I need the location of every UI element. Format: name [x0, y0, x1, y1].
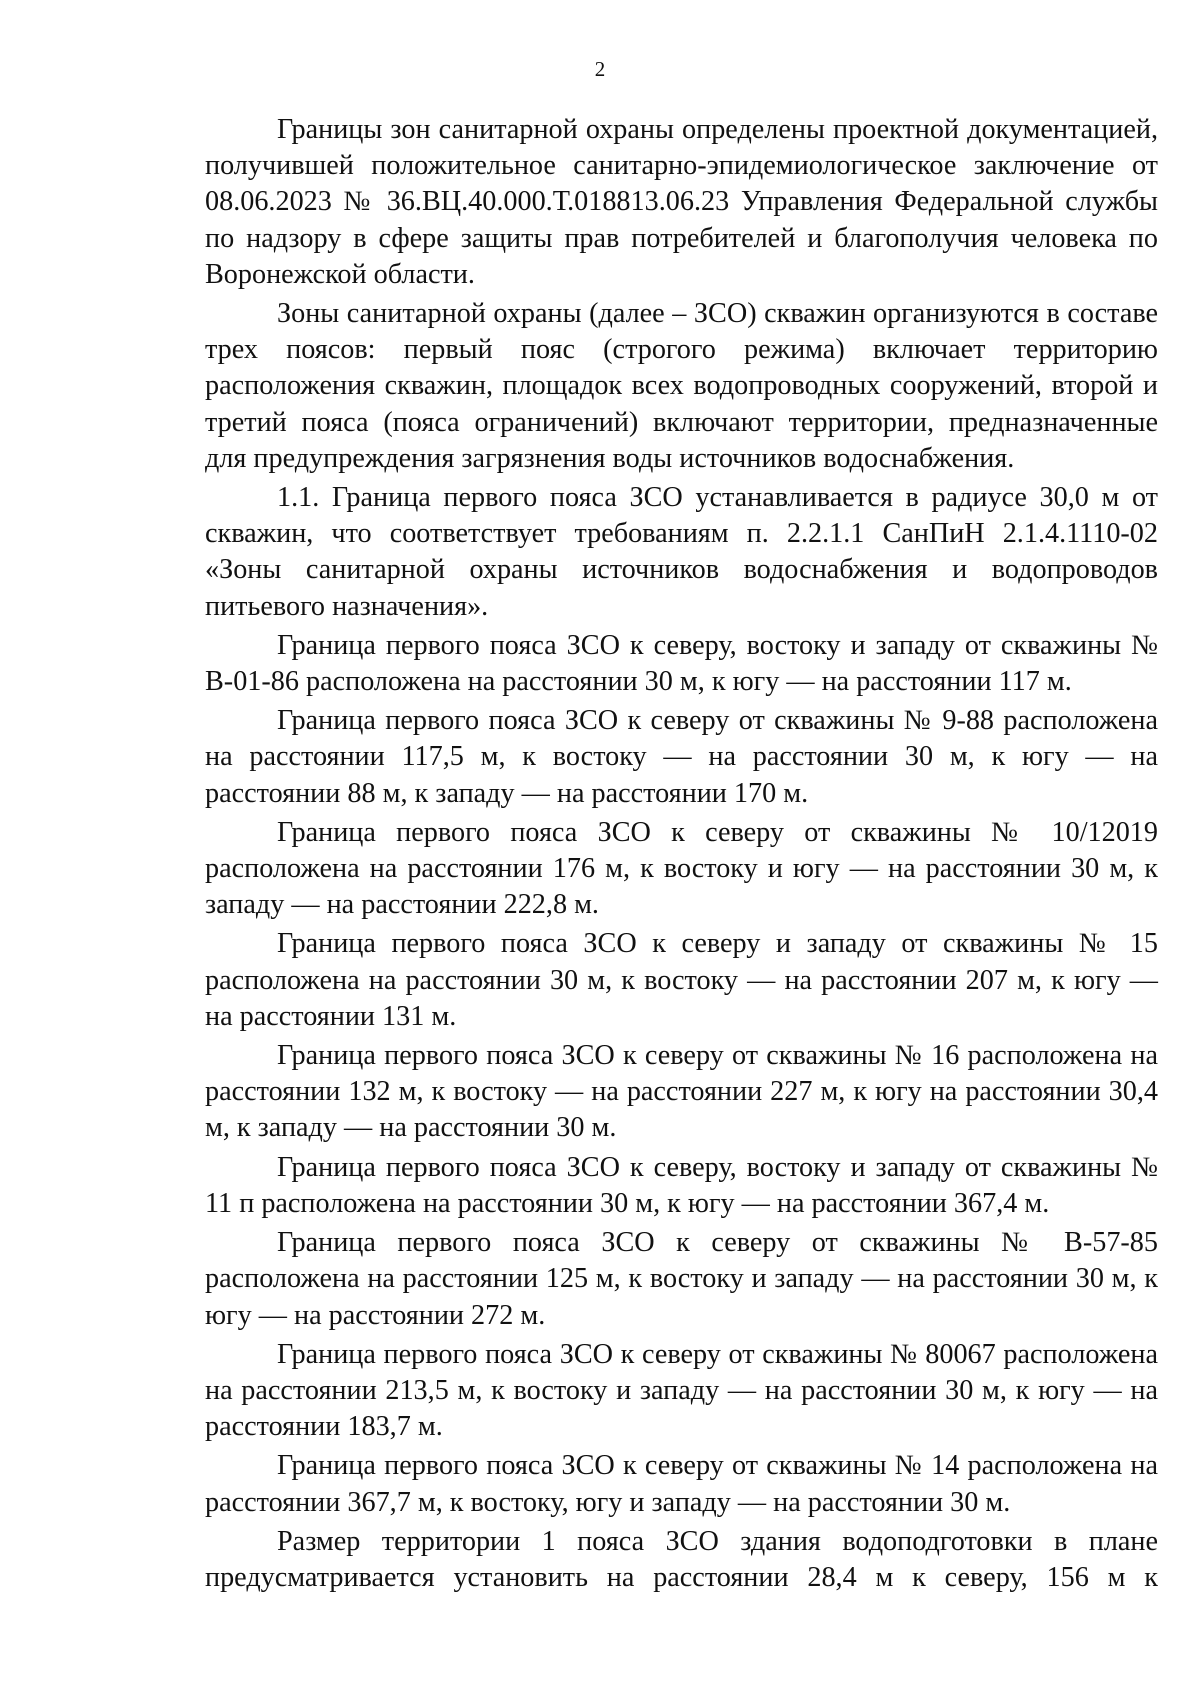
- paragraph-water-treatment-building: Размер территории 1 пояса ЗСО здания водоподготовки в плане предусматривается установить на расстоянии 28,4 м к северу, 156 м к: [205, 1525, 1158, 1593]
- paragraph-well-v-57-85: Граница первого пояса ЗСО к северу от скважины № В-57-85 расположена на расстоянии 125 м, к востоку и западу — на расстоянии 30 м, к югу — на расстоянии 272 м.: [205, 1227, 1158, 1331]
- paragraph-well-v-01-86: Граница первого пояса ЗСО к северу, востоку и западу от скважины № В-01-86 расположена на расстоянии 30 м, к югу — на расстоянии 117 м.: [205, 629, 1158, 698]
- paragraph-well-9-88: Граница первого пояса ЗСО к северу от скважины № 9-88 расположена на расстоянии 117,5 м, к востоку — на расстоянии 30 м, к югу — на расстоянии 88 м, к западу — на расстоянии 170 м.: [205, 705, 1158, 809]
- paragraph-well-14: Граница первого пояса ЗСО к северу от скважины № 14 расположена на расстоянии 367,7 м, к востоку, югу и западу — на расстоянии 30 м.: [205, 1450, 1158, 1518]
- paragraph-well-11p: Граница первого пояса ЗСО к северу, востоку и западу от скважины № 11 п расположена на расстоянии 30 м, к югу — на расстоянии 367,4 м.: [205, 1151, 1158, 1219]
- paragraph-well-80067: Граница первого пояса ЗСО к северу от скважины № 80067 расположена на расстоянии 213,5 м, к востоку и западу — на расстоянии 30 м, к югу — на расстоянии 183,7 м.: [205, 1338, 1158, 1443]
- document-body: [205, 112, 1158, 1596]
- page-number: 2: [594, 57, 606, 81]
- paragraph-zso-belts: Зоны санитарной охраны (далее – ЗСО) скважин организуются в составе трех поясов: первый пояс (строгого режима) включает территорию расположения скважин, площадок всех водопроводных сооружений, второй и третий пояса (пояса ограничений) включают территории, предназначенные для предупреждения загрязнения воды источников водоснабжения.: [205, 298, 1158, 474]
- paragraph-well-15: Граница первого пояса ЗСО к северу и западу от скважины № 15 расположена на расстоянии 30 м, к востоку — на расстоянии 207 м, к югу — на расстоянии 131 м.: [205, 928, 1158, 1032]
- paragraph-well-16: Граница первого пояса ЗСО к северу от скважины № 16 расположена на расстоянии 132 м, к востоку — на расстоянии 227 м, к югу на расстоянии 30,4 м, к западу — на расстоянии 30 м.: [205, 1040, 1158, 1144]
- paragraph-well-10-12019: Граница первого пояса ЗСО к северу от скважины № 10/12019 расположена на расстоянии 176 м, к востоку и югу — на расстоянии 30 м, к западу — на расстоянии 222,8 м.: [205, 816, 1158, 921]
- paragraph-first-belt-radius: 1.1. Граница первого пояса ЗСО устанавливается в радиусе 30,0 м от скважин, что соответствует требованиям п. 2.2.1.1 СанПиН 2.1.4.1110-02 «Зоны санитарной охраны источников водоснабжения и водопроводов питьевого назначения».: [205, 482, 1158, 622]
- paragraph-zone-boundaries: Границы зон санитарной охраны определены проектной документацией, получившей положительное санитарно-эпидемиологическое заключение от 08.06.2023 № 36.ВЦ.40.000.Т.018813.06.23 Управления Федеральной службы по надзору в сфере защиты прав потребителей и благополучия человека по Воронежской области.: [205, 114, 1158, 290]
